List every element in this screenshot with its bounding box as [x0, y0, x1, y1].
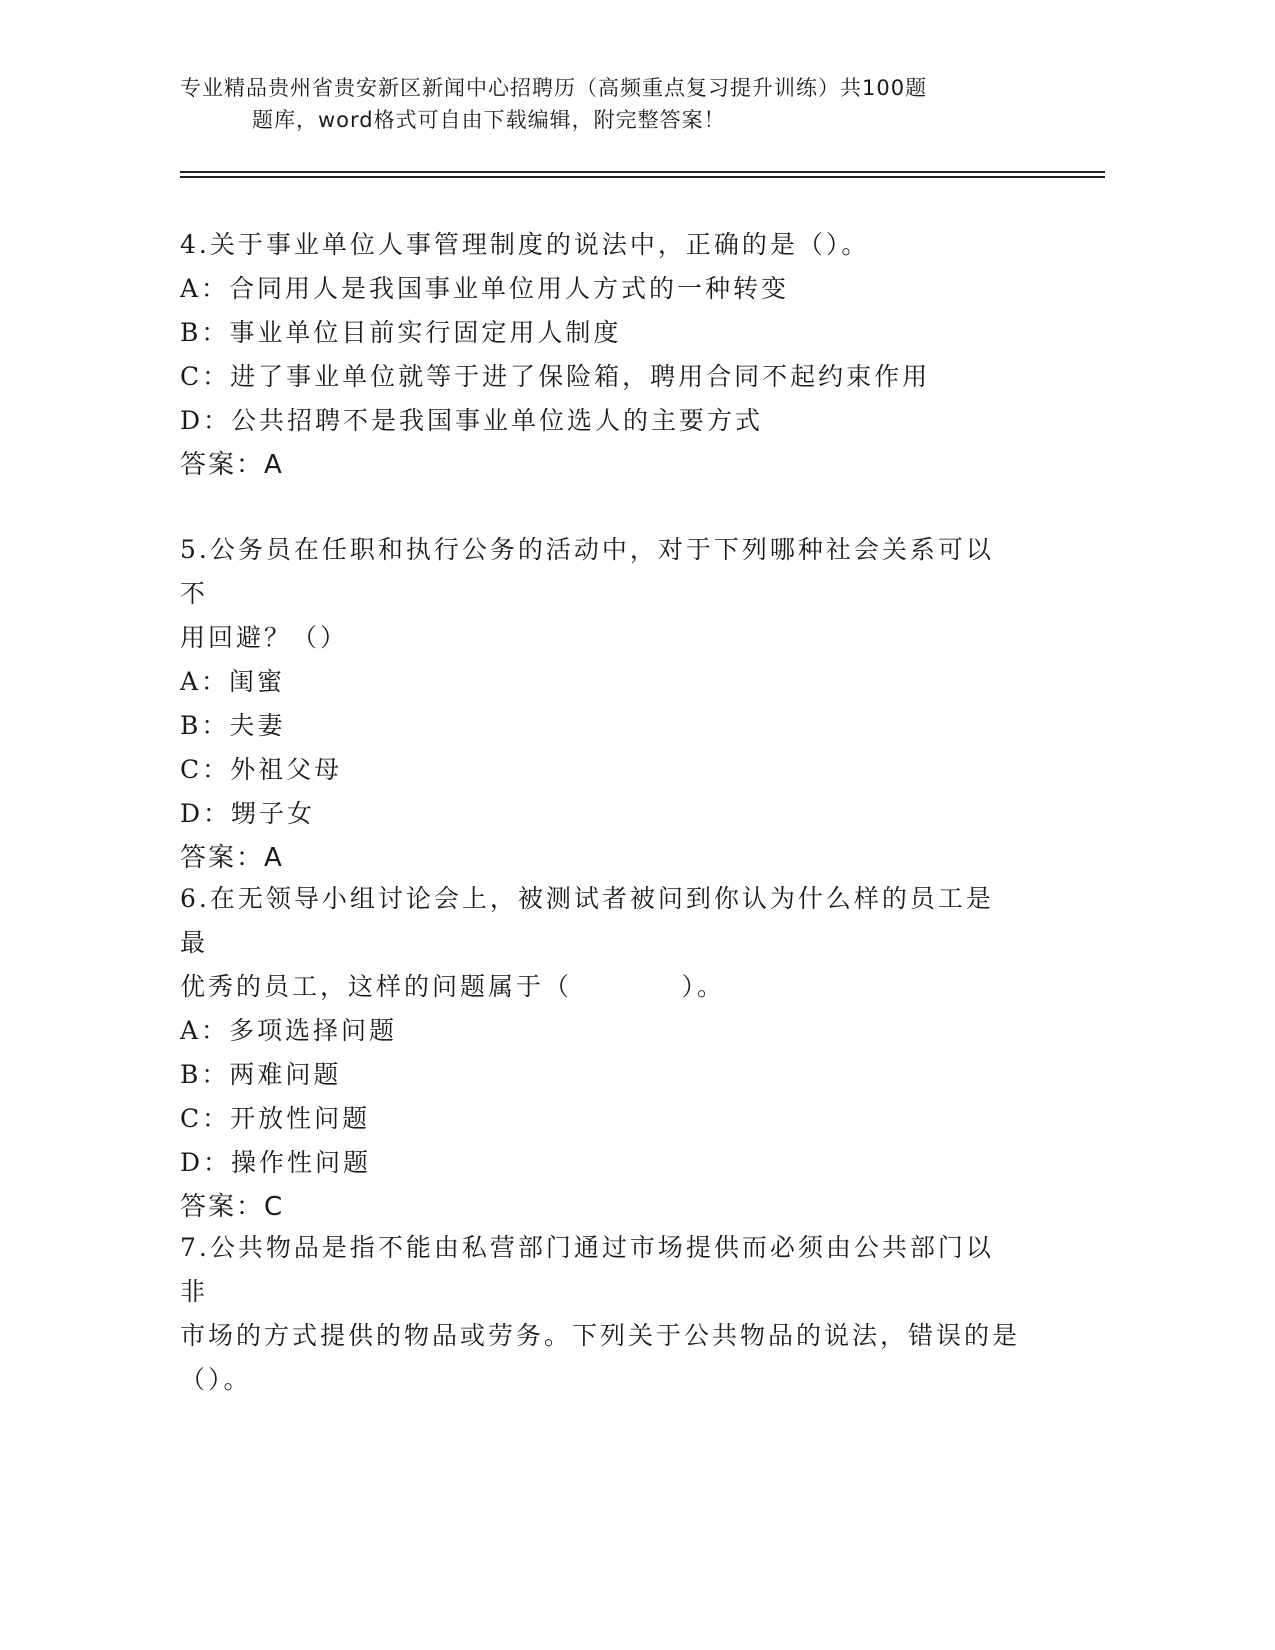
option-d: D：操作性问题: [180, 1148, 372, 1177]
question-stem-continued: 用回避？（）: [180, 623, 349, 652]
question-stem: 7.公共物品是指不能由私营部门通过市场提供而必须由公共部门以非: [180, 1233, 994, 1306]
question-6: [180, 877, 1020, 1229]
option-a: A：多项选择问题: [180, 1016, 398, 1045]
question-5: [180, 528, 1020, 880]
question-7: [180, 1226, 1020, 1402]
answer-label: 答案：: [180, 450, 265, 480]
option-c: C：外祖父母: [180, 755, 343, 784]
answer-line: [180, 1185, 1020, 1229]
option-a: A：合同用人是我国事业单位用人方式的一种转变: [180, 274, 790, 303]
question-stem-continued: （）。: [180, 1365, 252, 1394]
header-title-line2: 题库，word格式可自由下载编辑，附完整答案！: [252, 108, 726, 132]
answer-value: C: [264, 1192, 285, 1222]
question-stem-continued: 优秀的员工，这样的问题属于（ ）。: [180, 972, 725, 1001]
answer-label: 答案：: [180, 1192, 265, 1222]
answer-value: A: [264, 450, 284, 480]
option-b: B：夫妻: [180, 711, 286, 740]
answer-line: [180, 443, 1020, 487]
header-divider-top: [180, 171, 1105, 173]
question-stem: 4.关于事业单位人事管理制度的说法中，正确的是（）。: [180, 230, 870, 259]
option-b: B：事业单位目前实行固定用人制度: [180, 318, 622, 347]
answer-line: [180, 836, 1020, 880]
question-stem: 6.在无领导小组讨论会上，被测试者被问到你认为什么样的员工是最: [180, 884, 994, 957]
answer-label: 答案：: [180, 843, 265, 873]
header-title-line1: 专业精品贵州省贵安新区新闻中心招聘历（高频重点复习提升训练）共100题: [180, 76, 928, 100]
option-d: D：公共招聘不是我国事业单位选人的主要方式: [180, 406, 764, 435]
question-stem: 5.公务员在任职和执行公务的活动中，对于下列哪种社会关系可以不: [180, 535, 994, 608]
question-stem-continued: 市场的方式提供的物品或劳务。下列关于公共物品的说法，错误的是: [180, 1321, 1021, 1350]
question-4: [180, 223, 1020, 487]
option-c: C：进了事业单位就等于进了保险箱，聘用合同不起约束作用: [180, 362, 931, 391]
document-header: [180, 72, 1020, 136]
header-divider-bottom: [180, 176, 1105, 178]
answer-value: A: [264, 843, 284, 873]
option-c: C：开放性问题: [180, 1104, 371, 1133]
option-a: A：闺蜜: [180, 667, 286, 696]
option-d: D：甥子女: [180, 799, 316, 828]
option-b: B：两难问题: [180, 1060, 342, 1089]
